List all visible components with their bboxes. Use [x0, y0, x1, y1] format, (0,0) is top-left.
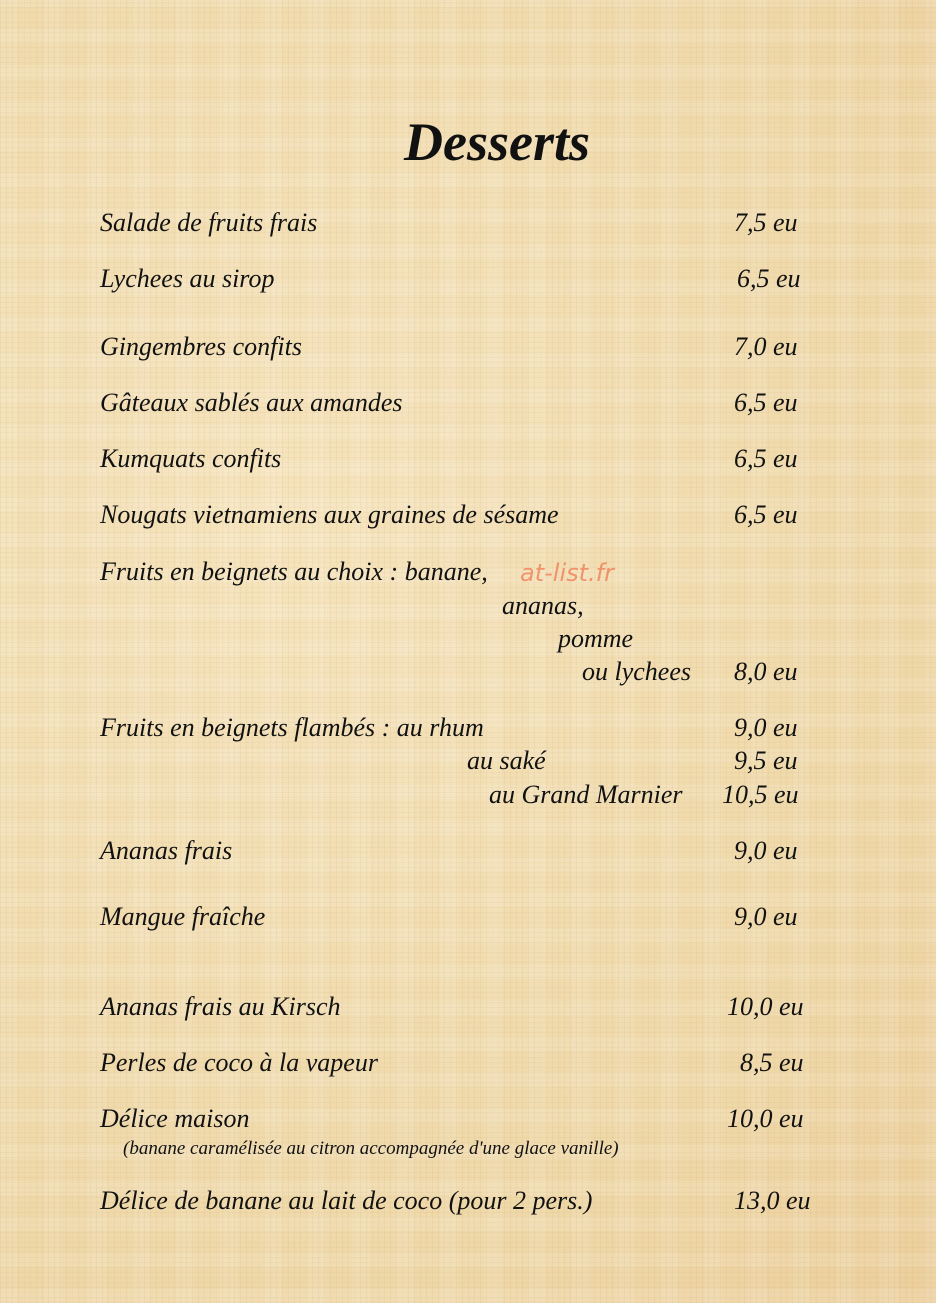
item-name: Délice maison — [100, 1104, 250, 1133]
item-price: 10,0 eu — [727, 1104, 804, 1133]
item-option: au saké — [467, 746, 546, 775]
item-price: 9,0 eu — [734, 836, 798, 865]
item-name: Fruits en beignets au choix : banane, — [100, 557, 488, 586]
item-name: Gâteaux sablés aux amandes — [100, 388, 403, 417]
item-price: 6,5 eu — [734, 388, 798, 417]
item-name: Kumquats confits — [100, 444, 282, 473]
item-price: 7,0 eu — [734, 332, 798, 361]
item-option: au Grand Marnier — [489, 780, 683, 809]
item-name: Ananas frais au Kirsch — [100, 992, 341, 1021]
item-description: (banane caramélisée au citron accompagnée d'une glace vanille) — [123, 1138, 619, 1159]
item-name: Gingembres confits — [100, 332, 302, 361]
item-name: Perles de coco à la vapeur — [100, 1048, 378, 1077]
item-price: 10,0 eu — [727, 992, 804, 1021]
item-option: ananas, — [502, 591, 584, 620]
item-name: Lychees au sirop — [100, 264, 275, 293]
item-option: ou lychees — [582, 657, 692, 686]
item-price: 9,0 eu — [734, 713, 798, 742]
item-price: 6,5 eu — [737, 264, 801, 293]
item-price: 7,5 eu — [734, 208, 798, 237]
item-price: 9,5 eu — [734, 746, 798, 775]
item-price: 6,5 eu — [734, 500, 798, 529]
item-price: 8,0 eu — [734, 657, 798, 686]
item-name: Fruits en beignets flambés : au rhum — [100, 713, 484, 742]
item-price: 10,5 eu — [722, 780, 799, 809]
item-price: 13,0 eu — [734, 1186, 811, 1215]
page-title: Desserts — [404, 112, 590, 172]
item-price: 9,0 eu — [734, 902, 798, 931]
item-option: pomme — [558, 624, 634, 653]
item-name: Salade de fruits frais — [100, 208, 318, 237]
item-price: 8,5 eu — [740, 1048, 804, 1077]
item-name: Nougats vietnamiens aux graines de sésame — [100, 500, 559, 529]
item-name: Ananas frais — [100, 836, 233, 865]
item-price: 6,5 eu — [734, 444, 798, 473]
watermark: at-list.fr — [520, 559, 614, 587]
item-name: Mangue fraîche — [100, 902, 266, 931]
item-name: Délice de banane au lait de coco (pour 2 pers.) — [100, 1186, 593, 1215]
